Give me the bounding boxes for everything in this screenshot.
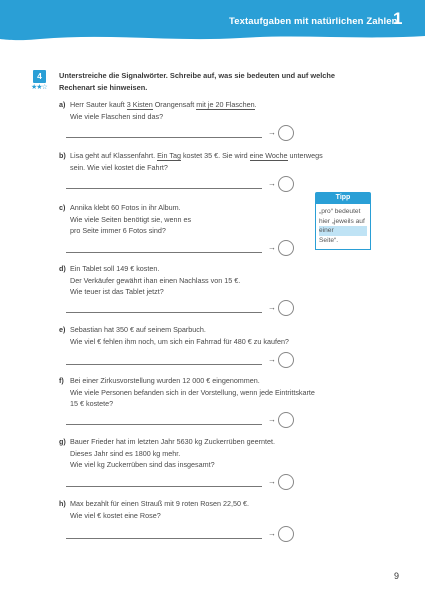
answer-row-b[interactable] bbox=[66, 176, 300, 194]
task-instruction-line-1: Unterstreiche die Signalwörter. Schreibe auf, was sie bedeuten und auf welche bbox=[59, 71, 335, 80]
operation-circle[interactable] bbox=[278, 352, 294, 368]
exercise-text: Lisa geht auf Klassenfahrt. bbox=[70, 151, 158, 160]
answer-row-h[interactable] bbox=[66, 526, 300, 544]
operation-circle[interactable] bbox=[278, 240, 294, 256]
exercise-g bbox=[59, 436, 275, 471]
exercise-label: c) bbox=[59, 203, 66, 212]
exercise-text: Wie viele Personen befanden sich in der Vorstellung, wenn jede Eintrittskarte bbox=[70, 387, 315, 397]
operation-circle[interactable] bbox=[278, 300, 294, 316]
operation-circle[interactable] bbox=[278, 474, 294, 490]
exercise-label: e) bbox=[59, 325, 66, 334]
exercise-b bbox=[59, 150, 323, 173]
answer-line[interactable] bbox=[66, 137, 262, 138]
exercise-label: a) bbox=[59, 100, 66, 109]
operation-circle[interactable] bbox=[278, 176, 294, 192]
exercise-question: sein. Wie viel kostet die Fahrt? bbox=[70, 162, 168, 172]
page-header bbox=[0, 0, 425, 46]
arrow-right-icon: → bbox=[268, 529, 276, 538]
exercise-c bbox=[59, 202, 191, 237]
exercise-question: Wie viele Flaschen sind das? bbox=[70, 111, 164, 121]
answer-row-f[interactable] bbox=[66, 412, 300, 430]
arrow-right-icon: → bbox=[268, 243, 276, 252]
exercise-text: Annika klebt 60 Fotos in ihr Album. bbox=[70, 203, 181, 212]
exercise-text: Bauer Frieder hat im letzten Jahr 5630 kg Zuckerrüben geerntet. bbox=[70, 437, 275, 446]
arrow-right-icon: → bbox=[268, 415, 276, 424]
exercise-text: Orangensaft bbox=[152, 100, 197, 109]
exercise-text: Dieses Jahr sind es 1800 kg mehr. bbox=[70, 448, 181, 458]
exercise-text: . bbox=[254, 100, 257, 109]
exercise-label: h) bbox=[59, 499, 66, 508]
arrow-right-icon: → bbox=[268, 303, 276, 312]
exercise-h bbox=[59, 498, 249, 521]
header-title: Textaufgaben mit natürlichen Zahlen bbox=[229, 16, 398, 27]
operation-circle[interactable] bbox=[278, 412, 294, 428]
arrow-right-icon: → bbox=[268, 477, 276, 486]
exercise-question: Wie teuer ist das Tablet jetzt? bbox=[70, 287, 164, 296]
chapter-number: 1 bbox=[393, 9, 403, 28]
answer-line[interactable] bbox=[66, 364, 262, 365]
exercise-text: Herr Sauter kauft bbox=[70, 100, 127, 109]
exercise-label: b) bbox=[59, 151, 66, 160]
answer-row-a[interactable] bbox=[66, 125, 300, 143]
page-number: 9 bbox=[394, 571, 400, 581]
task-number-badge: 4 bbox=[33, 70, 46, 83]
signal-word-underline: 3 Kisten bbox=[126, 100, 153, 109]
arrow-right-icon: → bbox=[268, 355, 276, 364]
exercise-e bbox=[59, 324, 289, 347]
answer-line[interactable] bbox=[66, 486, 262, 487]
operation-circle[interactable] bbox=[278, 125, 294, 141]
tip-title: Tipp bbox=[315, 192, 371, 204]
tip-body bbox=[315, 204, 371, 250]
exercise-f bbox=[59, 375, 315, 410]
answer-line[interactable] bbox=[66, 188, 262, 189]
answer-row-e[interactable] bbox=[66, 352, 300, 370]
answer-line[interactable] bbox=[66, 424, 262, 425]
exercise-label: f) bbox=[59, 376, 64, 385]
signal-word-underline: Ein Tag bbox=[157, 151, 181, 160]
difficulty-stars-icon: ★★☆ bbox=[31, 84, 47, 91]
answer-line[interactable] bbox=[66, 538, 262, 539]
tip-box bbox=[315, 192, 371, 250]
exercise-question: Wie viel € kostet eine Rose? bbox=[70, 510, 161, 520]
exercise-question: pro Seite immer 6 Fotos sind? bbox=[70, 226, 166, 235]
answer-row-d[interactable] bbox=[66, 300, 300, 318]
task-instruction-line-2: Rechenart sie hinweisen. bbox=[59, 83, 148, 92]
exercise-text: kostet 35 €. Sie wird bbox=[180, 151, 250, 160]
exercise-text: unterwegs bbox=[287, 151, 323, 160]
exercise-text: Ein Tablet soll 149 € kosten. bbox=[70, 264, 160, 273]
answer-line[interactable] bbox=[66, 252, 262, 253]
exercise-text: Der Verkäufer gewährt ihan einen Nachlass von 15 €. bbox=[70, 275, 241, 285]
signal-word-underline: mit je 20 Flaschen bbox=[196, 100, 255, 109]
exercise-a bbox=[59, 99, 257, 122]
tip-text: Seite“. bbox=[319, 236, 339, 244]
exercise-text: Max bezahlt für einen Strauß mit 9 roten Rosen 22,50 €. bbox=[70, 499, 249, 508]
operation-circle[interactable] bbox=[278, 526, 294, 542]
exercise-text: Sebastian hat 350 € auf seinem Sparbuch. bbox=[70, 325, 206, 334]
answer-row-g[interactable] bbox=[66, 474, 300, 492]
task-instruction bbox=[59, 70, 359, 94]
exercise-question: Wie viel € fehlen ihm noch, um sich ein Fahrrad für 480 € zu kaufen? bbox=[70, 336, 289, 346]
answer-line[interactable] bbox=[66, 312, 262, 313]
exercise-label: g) bbox=[59, 437, 66, 446]
arrow-right-icon: → bbox=[268, 128, 276, 137]
exercise-question: Wie viel kg Zuckerrüben sind das insgesamt? bbox=[70, 460, 215, 469]
tip-highlight: einer bbox=[319, 226, 367, 236]
exercise-text: Wie viele Seiten benötigt sie, wenn es bbox=[70, 214, 192, 224]
answer-row-c[interactable] bbox=[66, 240, 300, 258]
exercise-question: 15 € kostete? bbox=[70, 399, 114, 408]
exercise-label: d) bbox=[59, 264, 66, 273]
exercise-d bbox=[59, 263, 240, 298]
arrow-right-icon: → bbox=[268, 179, 276, 188]
tip-text: hier „jeweils auf bbox=[319, 217, 365, 225]
exercise-text: Bei einer Zirkusvorstellung wurden 12 000 € eingenommen. bbox=[70, 376, 260, 385]
tip-text: „pro“ bedeutet bbox=[319, 208, 361, 215]
signal-word-underline: eine Woche bbox=[249, 151, 288, 160]
